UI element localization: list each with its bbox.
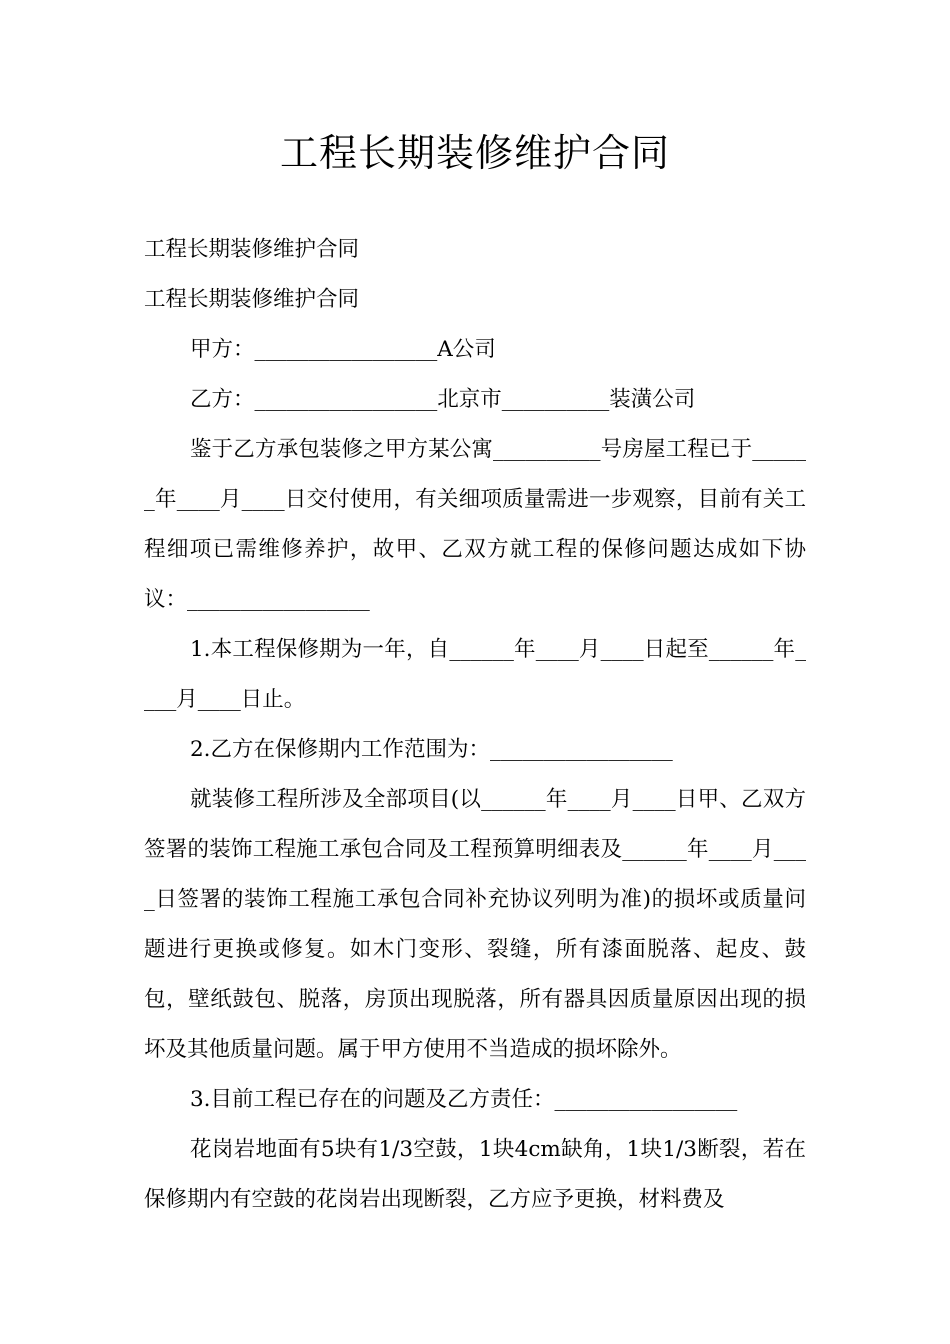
document-body	[144, 225, 806, 1225]
clause-2-scope: 2.乙方在保修期内工作范围为：_________________	[190, 737, 673, 762]
clause-2-detail: 就装修工程所涉及全部项目(以______年____月____日甲、乙双方签署的装饰工程施工承包合同及工程预算明细表及______年____月____日签署的装饰工程施工承包合同补充协议列明为准)的损坏或质量问题进行更换或修复。如木门变形、裂缝，所有漆面脱落、起皮、鼓包，壁纸鼓包、脱落，房顶出现脱落，所有器具因质量原因出现的损坏及其他质量问题。属于甲方使用不当造成的损坏除外。	[144, 787, 806, 1062]
subtitle-line: 工程长期装修维护合同	[144, 237, 360, 262]
clause-3-detail: 花岗岩地面有5块有1/3空鼓，1块4cm缺角，1块1/3断裂，若在保修期内有空鼓的花岗岩出现断裂，乙方应予更换，材料费及	[144, 1137, 806, 1212]
party-b-line: 乙方：_________________北京市__________装潢公司	[190, 387, 696, 412]
clause-1-warranty-period: 1.本工程保修期为一年，自______年____月____日起至______年____月____日止。	[144, 637, 806, 712]
document-title: 工程长期装修维护合同	[279, 131, 670, 175]
party-a-line: 甲方：_________________A公司	[190, 337, 496, 362]
preamble-paragraph: 鉴于乙方承包装修之甲方某公寓__________号房屋工程已于______年____月____日交付使用，有关细项质量需进一步观察，目前有关工程细项已需维修养护，故甲、乙双方就工程的保修问题达成如下协议：_________________	[144, 437, 806, 612]
subtitle-line: 工程长期装修维护合同	[144, 287, 360, 312]
clause-3-existing-issues: 3.目前工程已存在的问题及乙方责任：_________________	[190, 1087, 738, 1112]
